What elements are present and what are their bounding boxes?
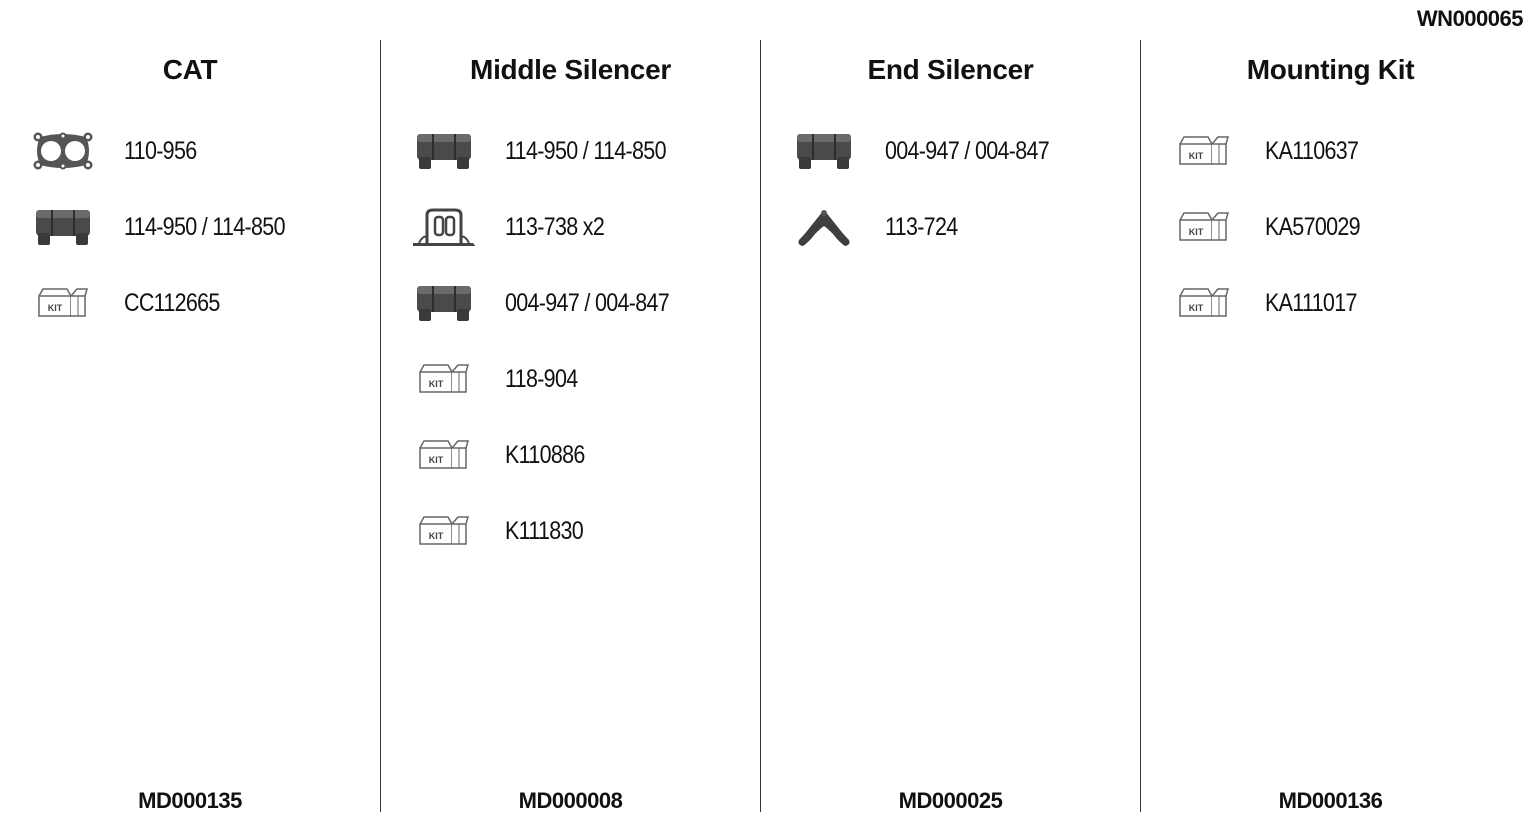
parts-list (761, 128, 1140, 280)
parts-list (1141, 128, 1520, 356)
rubber-mount-icon (411, 128, 477, 174)
bracket-mount-icon (411, 204, 477, 250)
column-title: Mounting Kit (1246, 54, 1415, 85)
list-item (381, 508, 760, 584)
list-item (0, 280, 380, 356)
part-number: K110886 (505, 441, 585, 469)
kit-box-icon (411, 432, 477, 478)
kit-label: KIT (1188, 303, 1204, 313)
part-number: 118-904 (505, 365, 578, 393)
part-number: CC112665 (124, 289, 220, 317)
rubber-mount-icon (791, 128, 857, 174)
kit-label: KIT (428, 455, 444, 465)
column-code: MD000025 (898, 788, 1003, 813)
part-number: KA570029 (1265, 213, 1360, 241)
gasket-icon (30, 128, 96, 174)
kit-box-icon (411, 508, 477, 554)
list-item (381, 128, 760, 204)
column-title: End Silencer (867, 54, 1034, 85)
list-item (381, 432, 760, 508)
rubber-mount-icon (30, 204, 96, 250)
kit-box-icon (30, 280, 96, 326)
column-mounting-kit (1140, 40, 1520, 812)
kit-label: KIT (1188, 151, 1204, 161)
part-number: K111830 (505, 517, 584, 545)
part-number: 114-950 / 114-850 (124, 213, 285, 241)
column-code: MD000136 (1278, 788, 1383, 813)
kit-label: KIT (47, 303, 63, 313)
list-item (1141, 204, 1520, 280)
list-item (761, 128, 1140, 204)
column-middle-silencer (380, 40, 760, 812)
part-number: 113-724 (885, 213, 958, 241)
list-item (381, 204, 760, 280)
kit-box-icon (411, 356, 477, 402)
column-cat (0, 40, 380, 812)
column-title: CAT (162, 54, 218, 85)
parts-list (0, 128, 380, 356)
kit-box-icon (1171, 280, 1237, 326)
part-number: 110-956 (124, 137, 197, 165)
column-title: Middle Silencer (470, 54, 671, 85)
column-code: MD000135 (138, 788, 242, 813)
column-code: MD000008 (518, 788, 623, 813)
column-end-silencer (760, 40, 1140, 812)
rubber-mount-icon (411, 280, 477, 326)
list-item (1141, 128, 1520, 204)
list-item (0, 204, 380, 280)
part-number: KA110637 (1265, 137, 1359, 165)
kit-label: KIT (428, 379, 444, 389)
kit-label: KIT (1188, 227, 1204, 237)
part-number: KA111017 (1265, 289, 1357, 317)
part-number: 004-947 / 004-847 (505, 289, 670, 317)
list-item (381, 280, 760, 356)
parts-list (381, 128, 760, 584)
kit-box-icon (1171, 128, 1237, 174)
kit-label: KIT (428, 531, 444, 541)
kit-box-icon (1171, 204, 1237, 250)
list-item (761, 204, 1140, 280)
part-number: 114-950 / 114-850 (505, 137, 666, 165)
y-hanger-icon (791, 204, 857, 250)
part-number: 113-738 x2 (505, 213, 605, 241)
reference-number: WN000065 (1416, 6, 1523, 31)
list-item (381, 356, 760, 432)
list-item (0, 128, 380, 204)
part-number: 004-947 / 004-847 (885, 137, 1050, 165)
list-item (1141, 280, 1520, 356)
